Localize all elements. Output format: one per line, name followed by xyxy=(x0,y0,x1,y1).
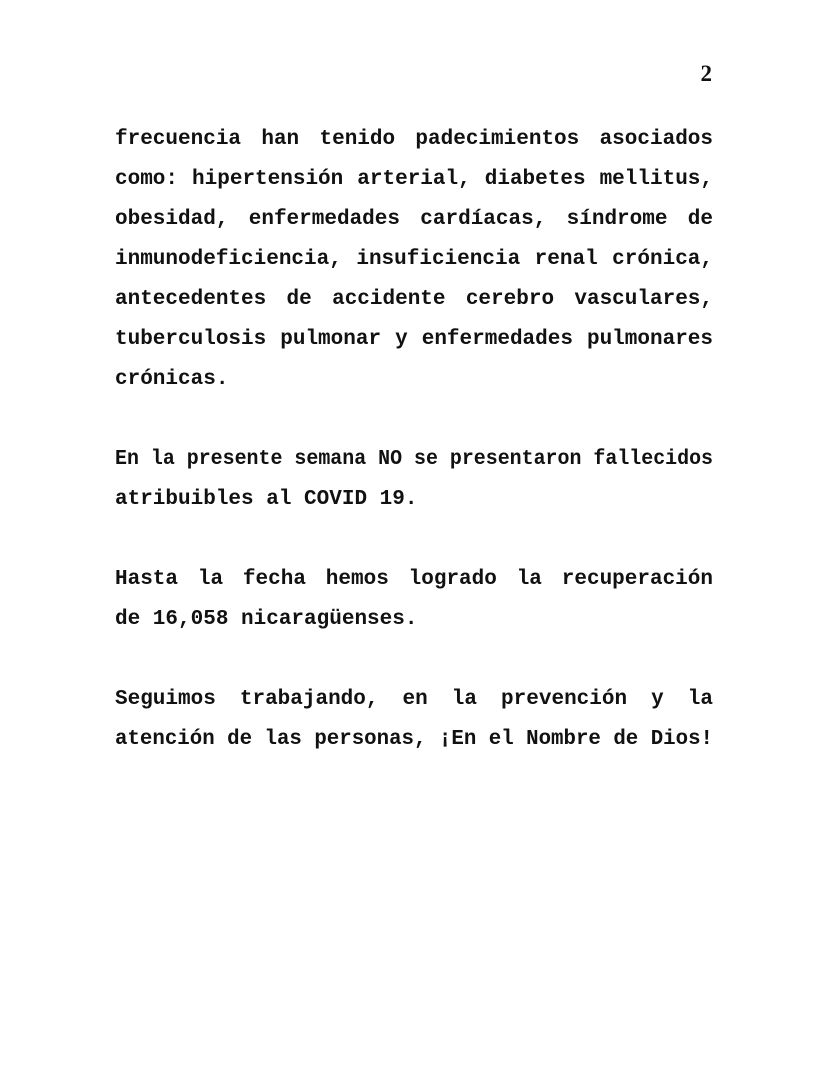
text-line: Hasta la fecha hemos logrado la recuperación xyxy=(115,568,713,591)
text-line: antecedentes de accidente cerebro vasculares, xyxy=(115,288,713,311)
paragraph xyxy=(115,120,713,400)
paragraph xyxy=(115,440,713,520)
text-line: crónicas. xyxy=(115,368,229,391)
text-line: tuberculosis pulmonar y enfermedades pulmonares xyxy=(115,328,713,351)
text-line: de 16,058 nicaragüenses. xyxy=(115,608,418,631)
page-number: 2 xyxy=(700,61,712,86)
text-line: En la presente semana NO se presentaron fallecidos xyxy=(115,448,713,471)
document-body xyxy=(115,120,713,800)
text-line: inmunodeficiencia, insuficiencia renal crónica, xyxy=(115,248,713,271)
text-line: Seguimos trabajando, en la prevención y la xyxy=(115,688,713,711)
text-line: obesidad, enfermedades cardíacas, síndrome de xyxy=(115,208,713,231)
text-line: como: hipertensión arterial, diabetes mellitus, xyxy=(115,168,713,191)
text-line: frecuencia han tenido padecimientos asociados xyxy=(115,128,713,151)
paragraph xyxy=(115,560,713,640)
text-line: atención de las personas, ¡En el Nombre de Dios! xyxy=(115,728,713,751)
text-line: atribuibles al COVID 19. xyxy=(115,488,418,511)
paragraph xyxy=(115,680,713,760)
